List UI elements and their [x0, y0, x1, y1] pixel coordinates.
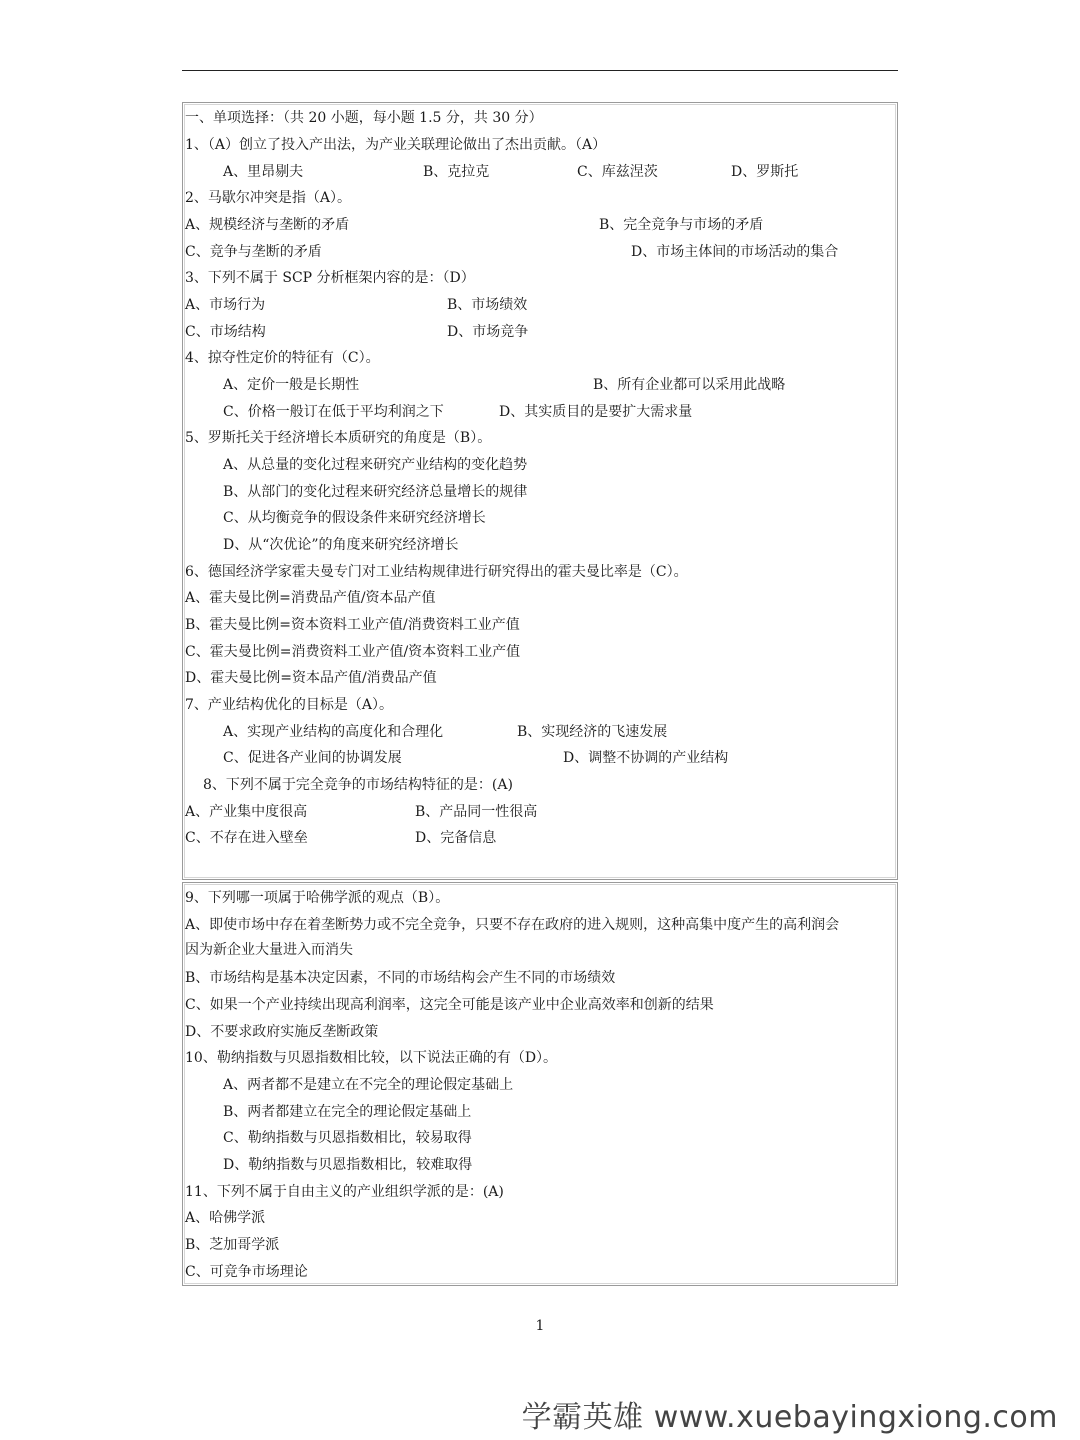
- question-5: 5、罗斯托关于经济增长本质研究的角度是（B）。: [185, 430, 492, 446]
- option: A、从总量的变化过程来研究产业结构的变化趋势: [223, 457, 528, 473]
- option: B、霍夫曼比例=资本资料工业产值/消费资料工业产值: [185, 617, 520, 633]
- option: C、促进各产业间的协调发展: [223, 750, 402, 766]
- option: D、市场竞争: [447, 324, 529, 340]
- option: A、定价一般是长期性: [223, 377, 360, 393]
- option: C、市场结构: [185, 324, 266, 340]
- option: A、规模经济与垄断的矛盾: [185, 217, 350, 233]
- question-11: 11、下列不属于自由主义的产业组织学派的是：(A): [185, 1184, 504, 1200]
- option: D、完备信息: [415, 830, 497, 846]
- option: D、调整不协调的产业结构: [563, 750, 729, 766]
- option: B、产品同一性很高: [415, 804, 538, 820]
- option: B、芝加哥学派: [185, 1237, 280, 1253]
- option: C、不存在进入壁垒: [185, 830, 308, 846]
- question-box-2: [182, 882, 898, 1286]
- page-number: 1: [535, 1318, 545, 1334]
- option: A、即使市场中存在着垄断势力或不完全竞争，只要不存在政府的进入规则，这种高集中度产生的高利润会: [185, 917, 840, 933]
- question-6: 6、德国经济学家霍夫曼专门对工业结构规律进行研究得出的霍夫曼比率是（C）。: [185, 564, 688, 580]
- question-4: 4、掠夺性定价的特征有（C）。: [185, 350, 380, 366]
- option: B、市场结构是基本决定因素，不同的市场结构会产生不同的市场绩效: [185, 970, 616, 986]
- site-watermark: 学霸英雄 www.xuebayingxiong.com: [521, 1400, 1058, 1435]
- option: A、市场行为: [185, 297, 266, 313]
- option: C、竞争与垄断的矛盾: [185, 244, 322, 260]
- option: D、霍夫曼比例=资本品产值/消费品产值: [185, 670, 437, 686]
- option: A、两者都不是建立在不完全的理论假定基础上: [223, 1077, 514, 1093]
- option: B、所有企业都可以采用此战略: [593, 377, 786, 393]
- option: C、霍夫曼比例=消费资料工业产值/资本资料工业产值: [185, 644, 521, 660]
- option: A、产业集中度很高: [185, 804, 308, 820]
- option: C、库兹涅茨: [577, 164, 658, 180]
- option: D、市场主体间的市场活动的集合: [631, 244, 839, 260]
- option: D、从“次优论”的角度来研究经济增长: [223, 537, 459, 553]
- question-8: 8、下列不属于完全竞争的市场结构特征的是：(A): [203, 777, 513, 793]
- option: A、哈佛学派: [185, 1210, 266, 1226]
- option: C、可竞争市场理论: [185, 1264, 308, 1280]
- option: A、实现产业结构的高度化和合理化: [223, 724, 444, 740]
- header-rule: [182, 70, 898, 71]
- question-1: 1、（A）创立了投入产出法，为产业关联理论做出了杰出贡献。（A）: [185, 137, 607, 153]
- option: B、完全竞争与市场的矛盾: [599, 217, 764, 233]
- question-3: 3、下列不属于 SCP 分析框架内容的是：（D）: [185, 270, 475, 286]
- question-9: 9、下列哪一项属于哈佛学派的观点（B）。: [185, 890, 450, 906]
- option: D、其实质目的是要扩大需求量: [499, 404, 693, 420]
- section-title: 一、单项选择：（共 20 小题，每小题 1.5 分，共 30 分）: [185, 110, 543, 126]
- option: D、勒纳指数与贝恩指数相比，较难取得: [223, 1157, 473, 1173]
- question-10: 10、勒纳指数与贝恩指数相比较，以下说法正确的有（D）。: [185, 1050, 558, 1066]
- option: D、罗斯托: [731, 164, 799, 180]
- option: C、价格一般订在低于平均利润之下: [223, 404, 444, 420]
- question-7: 7、产业结构优化的目标是（A）。: [185, 697, 394, 713]
- option: C、从均衡竞争的假设条件来研究经济增长: [223, 510, 486, 526]
- option: A、霍夫曼比例=消费品产值/资本品产值: [185, 590, 436, 606]
- option: B、从部门的变化过程来研究经济总量增长的规律: [223, 484, 528, 500]
- option: A、里昂剔夫: [223, 164, 304, 180]
- option: B、实现经济的飞速发展: [517, 724, 668, 740]
- question-2: 2、马歇尔冲突是指（A）。: [185, 190, 352, 206]
- option: B、克拉克: [423, 164, 490, 180]
- option: D、不要求政府实施反垄断政策: [185, 1024, 379, 1040]
- option-continued: 因为新企业大量进入而消失: [185, 942, 353, 958]
- option: C、如果一个产业持续出现高利润率，这完全可能是该产业中企业高效率和创新的结果: [185, 997, 714, 1013]
- option: B、两者都建立在完全的理论假定基础上: [223, 1104, 472, 1120]
- option: C、勒纳指数与贝恩指数相比，较易取得: [223, 1130, 472, 1146]
- option: B、市场绩效: [447, 297, 528, 313]
- question-box-1: [182, 102, 898, 880]
